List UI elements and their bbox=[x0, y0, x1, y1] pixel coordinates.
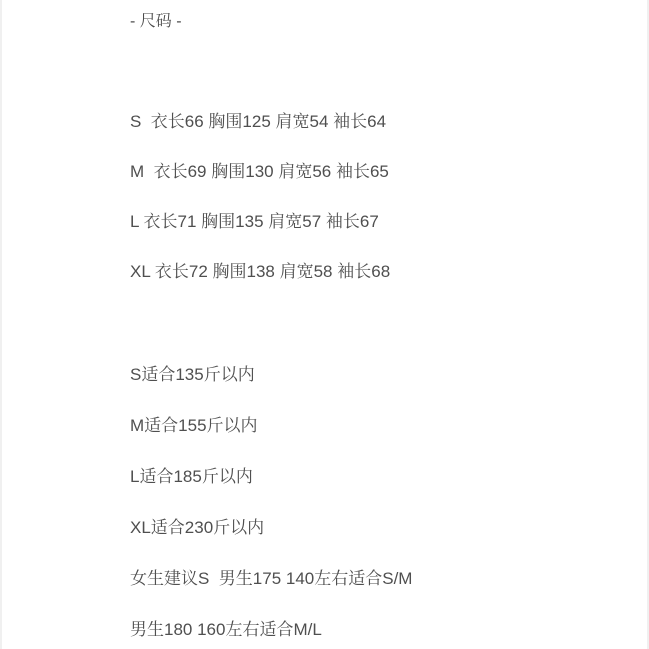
size-row-s: S 衣长66 胸围125 肩宽54 袖长64 bbox=[130, 112, 387, 131]
fit-row-advice: 女生建议S 男生175 140左右适合S/M bbox=[130, 569, 413, 588]
size-row-m: M 衣长69 胸围130 肩宽56 袖长65 bbox=[130, 162, 389, 181]
fit-row-s: S适合135斤以内 bbox=[130, 365, 255, 384]
size-content bbox=[130, 13, 639, 649]
left-edge-line bbox=[0, 0, 2, 649]
section-title: - 尺码 - bbox=[130, 13, 182, 30]
size-row-l: L 衣长71 胸围135 肩宽57 袖长67 bbox=[130, 212, 379, 231]
fit-row-xl: XL适合230斤以内 bbox=[130, 518, 265, 537]
fit-row-m: M适合155斤以内 bbox=[130, 416, 258, 435]
size-chart bbox=[130, 113, 639, 281]
fit-row-l: L适合185斤以内 bbox=[130, 467, 253, 486]
fit-guide bbox=[130, 366, 639, 639]
fit-row-male: 男生180 160左右适合M/L bbox=[130, 620, 322, 639]
size-row-xl: XL 衣长72 胸围138 肩宽58 袖长68 bbox=[130, 262, 391, 281]
